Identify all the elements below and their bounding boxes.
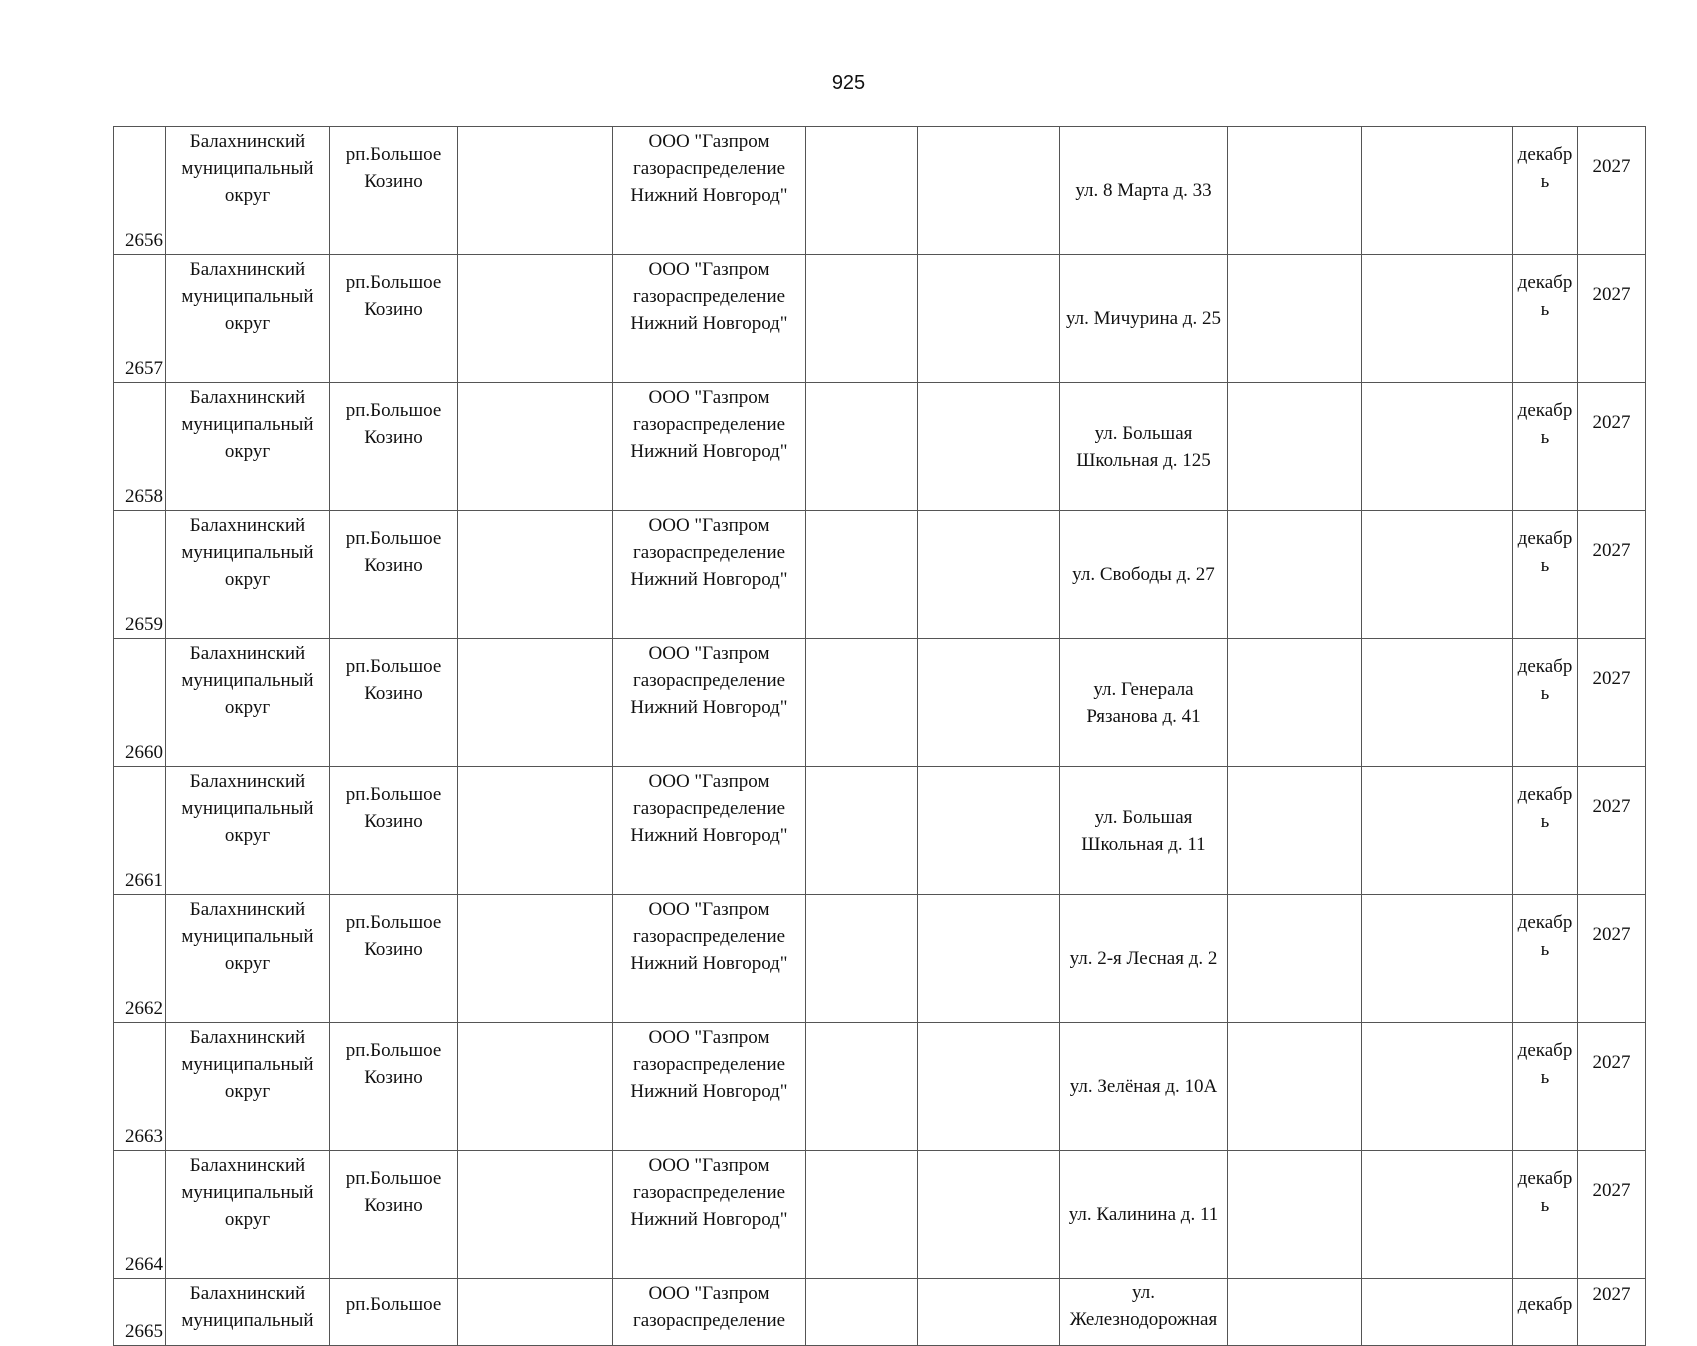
empty-cell: [1362, 255, 1513, 383]
empty-cell: [458, 127, 613, 255]
organization-cell: ООО "Газпром газораспределение Нижний Новгород": [613, 383, 806, 511]
row-number: 2656: [114, 127, 166, 255]
table-row: [114, 255, 1646, 383]
year-cell: 2027: [1578, 1279, 1646, 1346]
empty-cell: [806, 639, 918, 767]
month-cell: декабр ь: [1513, 639, 1578, 767]
empty-cell: [806, 511, 918, 639]
row-number: 2658: [114, 383, 166, 511]
year-cell: 2027: [1578, 639, 1646, 767]
settlement-cell: рп.Большое: [330, 1279, 458, 1346]
empty-cell: [1362, 895, 1513, 1023]
empty-cell: [806, 1023, 918, 1151]
address-cell: ул. 8 Марта д. 33: [1060, 127, 1228, 255]
row-number: 2659: [114, 511, 166, 639]
empty-cell: [1228, 127, 1362, 255]
district-cell: Балахнинский муниципальный: [166, 1279, 330, 1346]
district-cell: Балахнинский муниципальный округ: [166, 767, 330, 895]
empty-cell: [1228, 1023, 1362, 1151]
empty-cell: [918, 895, 1060, 1023]
empty-cell: [1228, 383, 1362, 511]
empty-cell: [806, 383, 918, 511]
empty-cell: [918, 255, 1060, 383]
empty-cell: [458, 1023, 613, 1151]
settlement-cell: рп.Большое Козино: [330, 1023, 458, 1151]
organization-cell: ООО "Газпром газораспределение Нижний Новгород": [613, 127, 806, 255]
month-cell: декабр ь: [1513, 255, 1578, 383]
empty-cell: [918, 1023, 1060, 1151]
empty-cell: [806, 1279, 918, 1346]
organization-cell: ООО "Газпром газораспределение Нижний Новгород": [613, 511, 806, 639]
month-cell: декабр ь: [1513, 895, 1578, 1023]
address-cell: ул. Генерала Рязанова д. 41: [1060, 639, 1228, 767]
year-cell: 2027: [1578, 383, 1646, 511]
year-cell: 2027: [1578, 127, 1646, 255]
month-cell: декабр ь: [1513, 1023, 1578, 1151]
address-cell: ул. Зелёная д. 10А: [1060, 1023, 1228, 1151]
settlement-cell: рп.Большое Козино: [330, 511, 458, 639]
district-cell: Балахнинский муниципальный округ: [166, 511, 330, 639]
settlement-cell: рп.Большое Козино: [330, 639, 458, 767]
empty-cell: [1228, 1279, 1362, 1346]
district-cell: Балахнинский муниципальный округ: [166, 255, 330, 383]
month-cell: декабр ь: [1513, 511, 1578, 639]
empty-cell: [918, 767, 1060, 895]
organization-cell: ООО "Газпром газораспределение Нижний Новгород": [613, 255, 806, 383]
settlement-cell: рп.Большое Козино: [330, 255, 458, 383]
empty-cell: [1362, 127, 1513, 255]
table-row: [114, 639, 1646, 767]
table-row: [114, 1151, 1646, 1279]
empty-cell: [1228, 895, 1362, 1023]
month-cell: декабр ь: [1513, 767, 1578, 895]
address-cell: ул. Мичурина д. 25: [1060, 255, 1228, 383]
address-cell: ул. 2-я Лесная д. 2: [1060, 895, 1228, 1023]
settlement-cell: рп.Большое Козино: [330, 895, 458, 1023]
empty-cell: [806, 895, 918, 1023]
year-cell: 2027: [1578, 1023, 1646, 1151]
row-number: 2664: [114, 1151, 166, 1279]
empty-cell: [1362, 1023, 1513, 1151]
address-cell: ул. Калинина д. 11: [1060, 1151, 1228, 1279]
settlement-cell: рп.Большое Козино: [330, 383, 458, 511]
table-body: [114, 127, 1646, 1346]
empty-cell: [806, 1151, 918, 1279]
district-cell: Балахнинский муниципальный округ: [166, 1151, 330, 1279]
year-cell: 2027: [1578, 1151, 1646, 1279]
empty-cell: [458, 1279, 613, 1346]
empty-cell: [458, 511, 613, 639]
district-cell: Балахнинский муниципальный округ: [166, 383, 330, 511]
year-cell: 2027: [1578, 255, 1646, 383]
table-row: [114, 383, 1646, 511]
district-cell: Балахнинский муниципальный округ: [166, 127, 330, 255]
empty-cell: [1228, 767, 1362, 895]
row-number: 2661: [114, 767, 166, 895]
empty-cell: [1228, 255, 1362, 383]
address-cell: ул. Свободы д. 27: [1060, 511, 1228, 639]
row-number: 2662: [114, 895, 166, 1023]
empty-cell: [458, 255, 613, 383]
month-cell: декабр ь: [1513, 127, 1578, 255]
empty-cell: [918, 127, 1060, 255]
address-cell: ул. Железнодорожная: [1060, 1279, 1228, 1346]
organization-cell: ООО "Газпром газораспределение Нижний Новгород": [613, 1151, 806, 1279]
month-cell: декабр ь: [1513, 383, 1578, 511]
empty-cell: [806, 767, 918, 895]
empty-cell: [918, 511, 1060, 639]
organization-cell: ООО "Газпром газораспределение Нижний Новгород": [613, 895, 806, 1023]
address-cell: ул. Большая Школьная д. 11: [1060, 767, 1228, 895]
empty-cell: [918, 383, 1060, 511]
register-table: [113, 126, 1646, 1346]
empty-cell: [806, 255, 918, 383]
empty-cell: [806, 127, 918, 255]
empty-cell: [458, 639, 613, 767]
row-number: 2657: [114, 255, 166, 383]
table-row: [114, 127, 1646, 255]
row-number: 2665: [114, 1279, 166, 1346]
empty-cell: [458, 895, 613, 1023]
table-row: [114, 1023, 1646, 1151]
page-number: 925: [831, 72, 866, 94]
row-number: 2660: [114, 639, 166, 767]
empty-cell: [1228, 1151, 1362, 1279]
empty-cell: [1362, 511, 1513, 639]
empty-cell: [1362, 1279, 1513, 1346]
empty-cell: [1362, 1151, 1513, 1279]
table-row-partial: [114, 1279, 1646, 1346]
district-cell: Балахнинский муниципальный округ: [166, 639, 330, 767]
empty-cell: [458, 1151, 613, 1279]
empty-cell: [458, 383, 613, 511]
year-cell: 2027: [1578, 511, 1646, 639]
empty-cell: [1362, 639, 1513, 767]
empty-cell: [1228, 511, 1362, 639]
settlement-cell: рп.Большое Козино: [330, 767, 458, 895]
row-number: 2663: [114, 1023, 166, 1151]
organization-cell: ООО "Газпром газораспределение Нижний Новгород": [613, 639, 806, 767]
table-row: [114, 895, 1646, 1023]
table-row: [114, 767, 1646, 895]
year-cell: 2027: [1578, 895, 1646, 1023]
empty-cell: [918, 1279, 1060, 1346]
table-row: [114, 511, 1646, 639]
empty-cell: [1362, 767, 1513, 895]
address-cell: ул. Большая Школьная д. 125: [1060, 383, 1228, 511]
empty-cell: [918, 639, 1060, 767]
district-cell: Балахнинский муниципальный округ: [166, 895, 330, 1023]
empty-cell: [918, 1151, 1060, 1279]
organization-cell: ООО "Газпром газораспределение: [613, 1279, 806, 1346]
month-cell: декабр ь: [1513, 1151, 1578, 1279]
district-cell: Балахнинский муниципальный округ: [166, 1023, 330, 1151]
settlement-cell: рп.Большое Козино: [330, 1151, 458, 1279]
year-cell: 2027: [1578, 767, 1646, 895]
organization-cell: ООО "Газпром газораспределение Нижний Новгород": [613, 1023, 806, 1151]
settlement-cell: рп.Большое Козино: [330, 127, 458, 255]
empty-cell: [1228, 639, 1362, 767]
organization-cell: ООО "Газпром газораспределение Нижний Новгород": [613, 767, 806, 895]
month-cell: декабр: [1513, 1279, 1578, 1346]
empty-cell: [458, 767, 613, 895]
empty-cell: [1362, 383, 1513, 511]
